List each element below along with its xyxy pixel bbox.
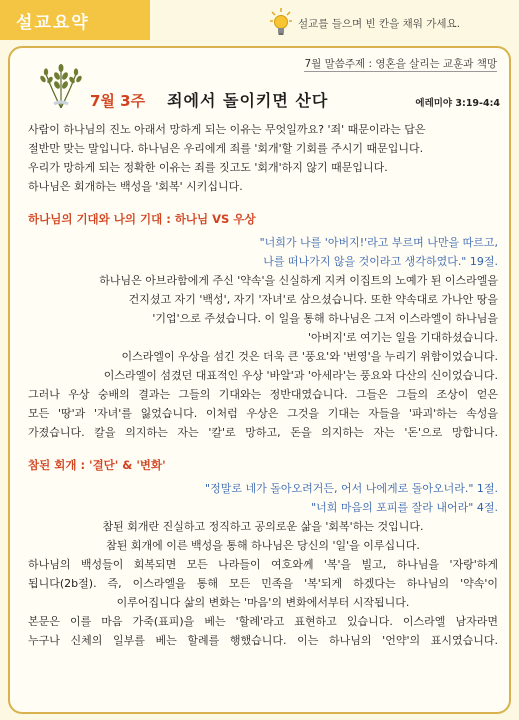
- sermon-panel: [8, 46, 511, 714]
- header-tab-label: 설교요약: [16, 12, 90, 33]
- sermon-title: 죄에서 돌이키면 산다: [167, 91, 329, 110]
- body-line: 됩니다(2b절). 즉, 이스라엘을 통해 모든 민족을 '복'되게 하겠다는 하나님의 '약속'이: [28, 577, 498, 590]
- body-line: '기업'으로 주셨습니다. 이 일을 통해 하나님은 그저 이스라엘이 하나님을: [152, 312, 498, 325]
- quote-line: "너희 마음의 포피를 잘라 내어라" 4절.: [311, 501, 498, 514]
- quote-line: "정말로 네가 돌아오려거든, 어서 나에게로 돌아오너라." 1절.: [205, 482, 498, 495]
- body-line: '아버지'로 여기는 일을 기대하셨습니다.: [307, 331, 498, 344]
- section-heading: 참된 회개 : '결단' & '변화': [28, 458, 166, 472]
- intro-line: 하나님은 회개하는 백성을 '회복' 시키십니다.: [28, 180, 243, 193]
- header-tab: [0, 0, 150, 40]
- body-line: 누구나 신체의 일부를 베는 할례를 행했습니다. 이는 하나님의 '언약'의 표시였습니다.: [28, 634, 498, 647]
- intro-line: 절반만 맞는 말입니다. 하나님은 우리에게 죄를 '회개'할 기회를 주시기 때문입니다.: [28, 142, 424, 155]
- body-line: 참된 회개란 진실하고 정직하고 공의로운 삶을 '회복'하는 것입니다.: [102, 520, 424, 533]
- body-line: 하나님의 백성들이 회복되면 모든 나라들이 여호와께 '복'을 빌고, 하나님을 '자랑'하게: [28, 558, 498, 571]
- week-label: 7월 3주: [90, 92, 146, 110]
- quote-line: 나를 떠나가지 않을 것이라고 생각하였다." 19절.: [263, 255, 498, 268]
- header-note: [270, 6, 515, 40]
- quote-line: "너희가 나를 '아버지!'라고 부르며 나만을 따르고,: [259, 236, 498, 249]
- scripture-reference: 에레미야 3:19-4:4: [415, 98, 500, 109]
- header-note-text: 설교를 들으며 빈 칸을 채워 가세요.: [298, 17, 461, 30]
- body-line: 모든 '땅'과 '자녀'를 잃었습니다. 이처럼 우상은 그것을 기대는 자들을 '파괴'하는 속성을: [28, 407, 498, 420]
- intro-line: 사람이 하나님의 진노 아래서 망하게 되는 이유는 무엇일까요? '죄' 때문이라는 답은: [28, 123, 426, 136]
- body-line: 본문은 이를 마음 가죽(표피)을 베는 '할례'라고 표현하고 있습니다. 이스라엘 남자라면: [28, 615, 498, 628]
- body-line: 이스라엘이 섬겼던 대표적인 우상 '바알'과 '아세라'는 풍요와 다산의 신이었습니다.: [103, 369, 498, 382]
- intro-line: 우리가 망하게 되는 정확한 이유는 죄를 짓고도 '회개'하지 않기 때문입니다.: [28, 161, 388, 174]
- body-line: 그러나 우상 숭배의 결과는 그들의 기대와는 정반대였습니다. 그들은 그들의 조상이 얻은: [28, 388, 498, 401]
- sermon-title-row: [90, 88, 500, 111]
- section-heading: 하나님의 기대와 나의 기대 : 하나님 VS 우상: [28, 212, 256, 226]
- monthly-theme: 7월 말씀주제 : 영혼을 살리는 교훈과 책망: [304, 58, 497, 70]
- body-line: 하나님은 아브라함에게 주신 '약속'을 신실하게 지켜 이집트의 노예가 된 이스라엘을: [99, 274, 498, 287]
- body-line: 이스라엘이 우상을 섬긴 것은 더욱 큰 '풍요'와 '번영'을 누리기 위함이었습니다.: [121, 350, 498, 363]
- sermon-body: [28, 120, 498, 650]
- lightbulb-icon: [270, 8, 292, 38]
- plant-illustration-icon: [38, 60, 84, 110]
- body-line: 이루어집니다 삶의 변화는 '마음'의 변화에서부터 시작됩니다.: [116, 596, 410, 609]
- body-line: 참된 회개에 이른 백성을 통해 하나님은 당신의 '일'을 이루십니다.: [106, 539, 420, 552]
- body-line: 가졌습니다. 칼을 의지하는 자는 '칼'로 망하고, 돈을 의지하는 자는 '돈'으로 망합니다.: [28, 426, 498, 439]
- body-line: 건지셨고 자기 '백성', 자기 '자녀'로 삼으셨습니다. 또한 약속대로 가나안 땅을: [128, 293, 498, 306]
